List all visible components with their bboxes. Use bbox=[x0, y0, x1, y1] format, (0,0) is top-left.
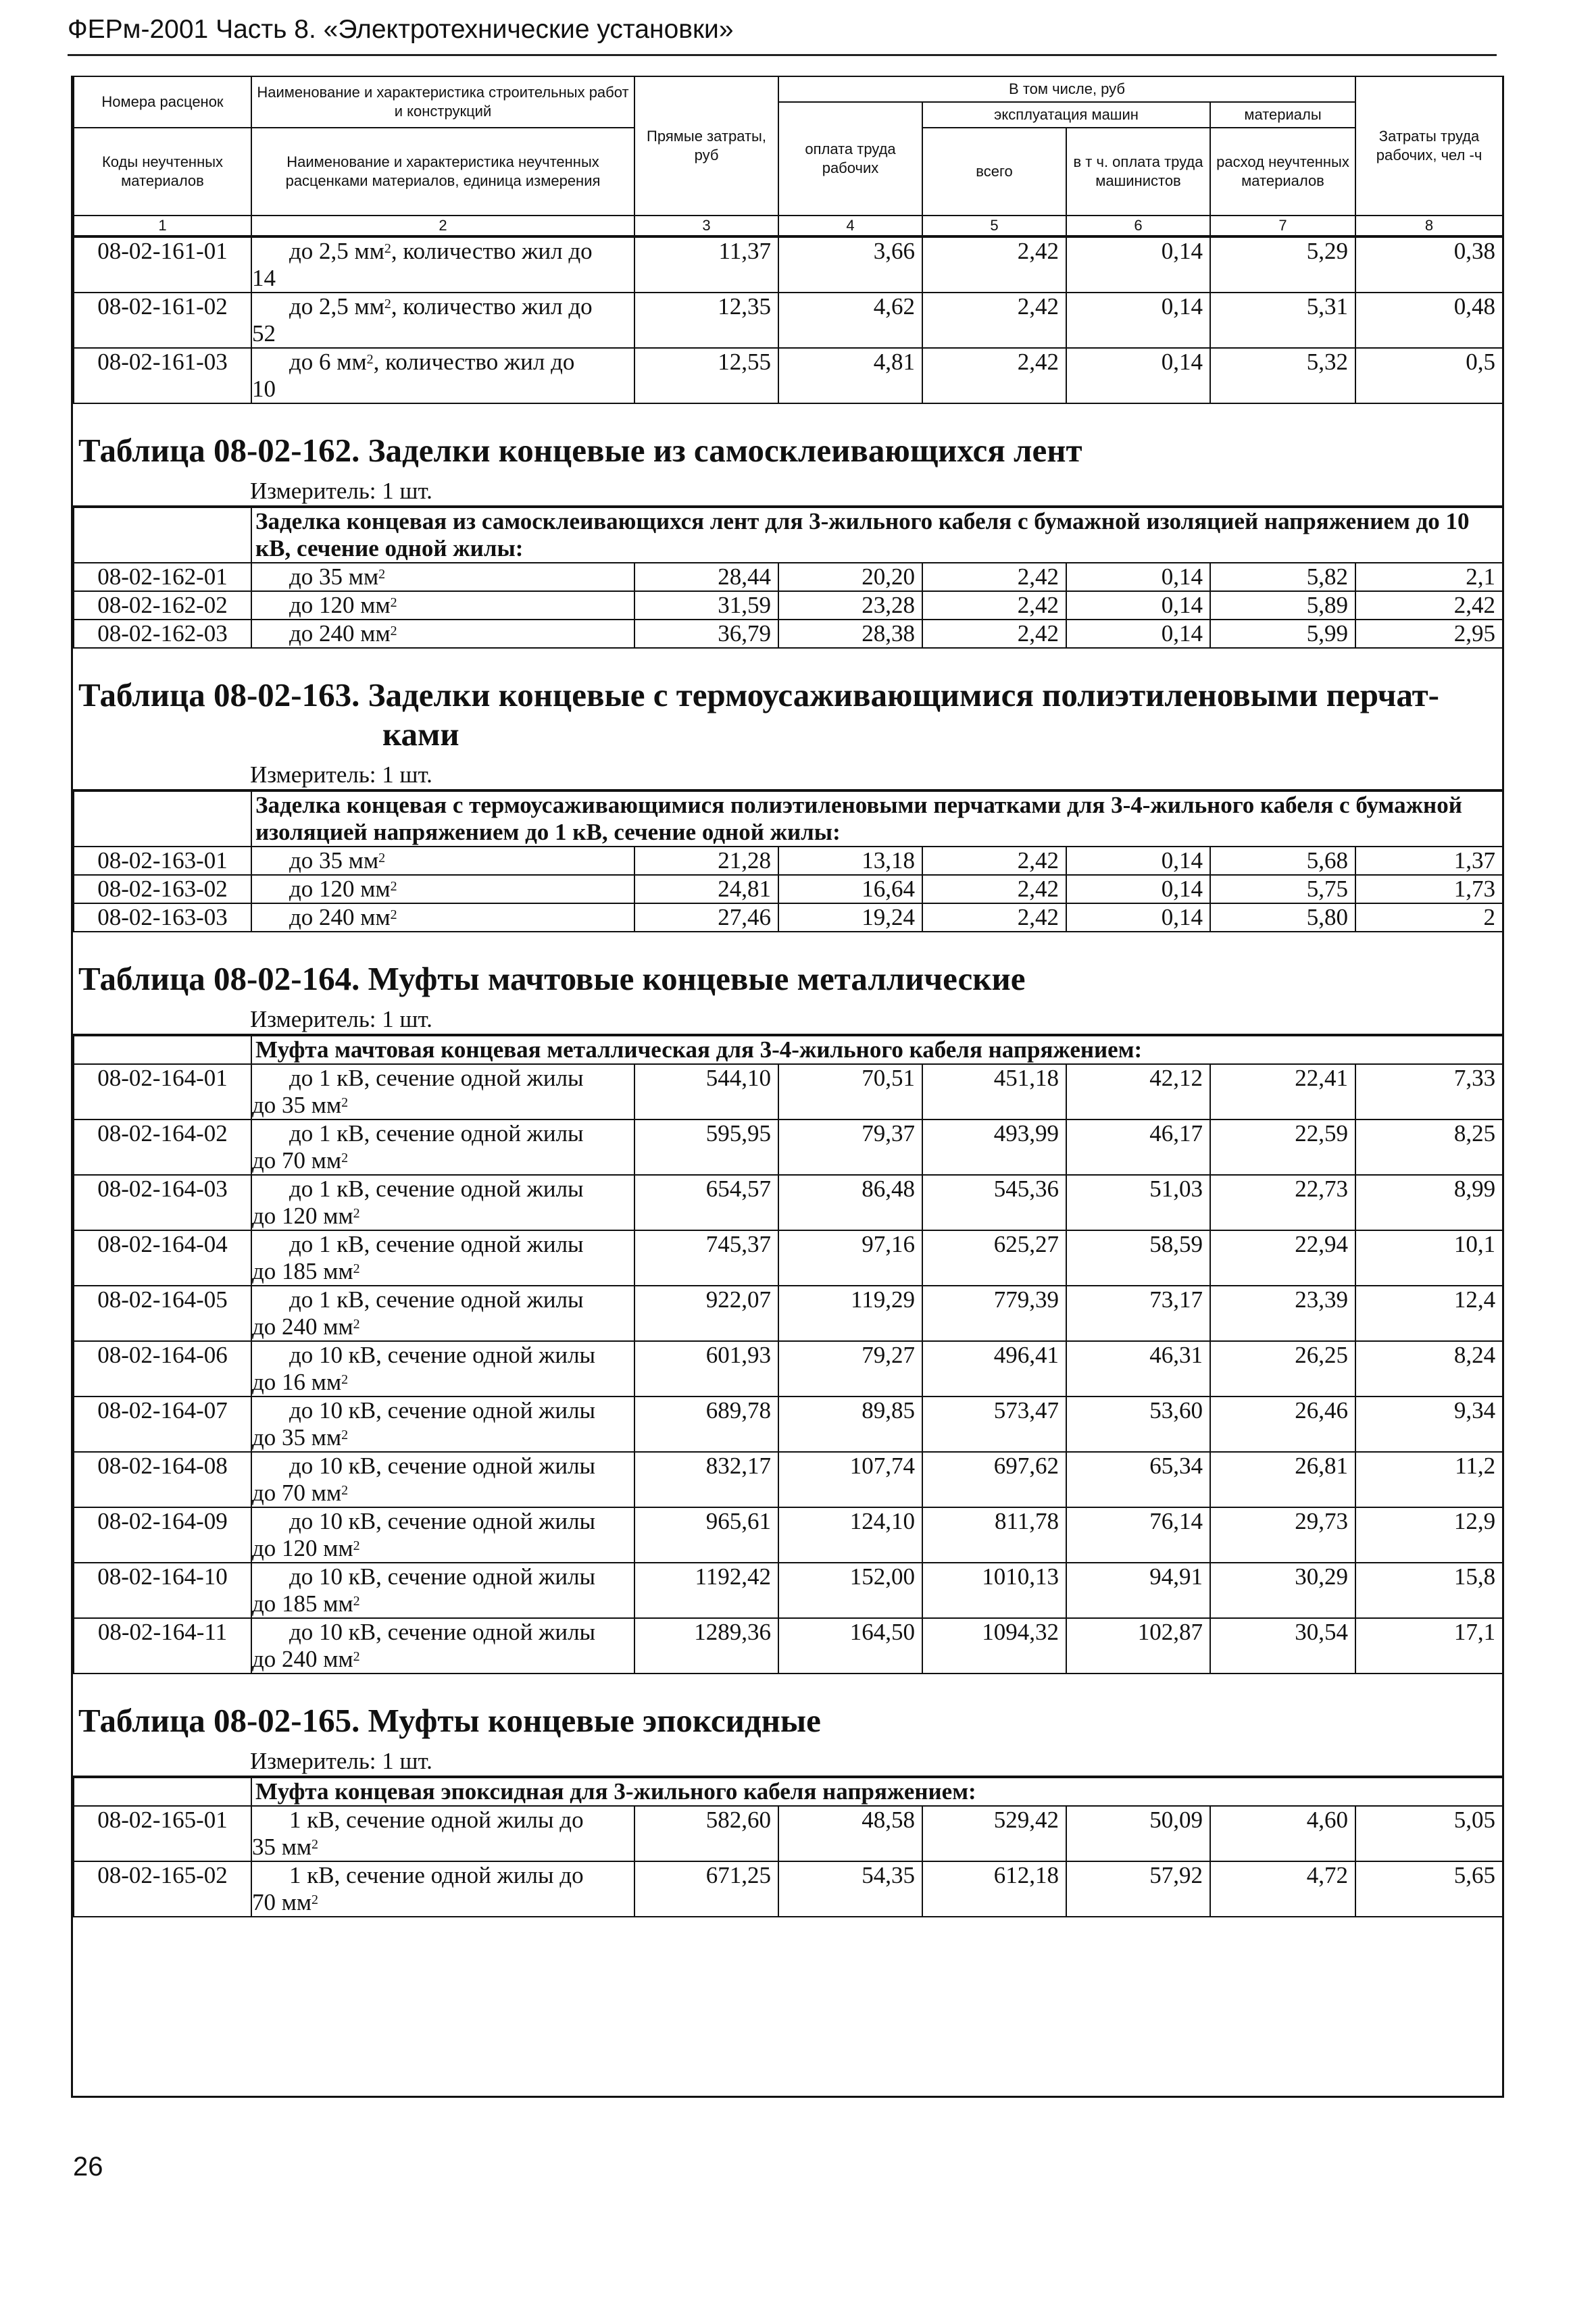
hdr-incl: В том числе, руб bbox=[778, 76, 1355, 102]
machines-total: 2,42 bbox=[922, 620, 1066, 648]
materials-cost: 4,60 bbox=[1210, 1806, 1355, 1861]
table-162 bbox=[73, 507, 1503, 649]
hdr-wage: оплата труда рабочих bbox=[778, 102, 922, 216]
direct-cost: 922,07 bbox=[634, 1286, 778, 1341]
machines-total: 496,41 bbox=[922, 1341, 1066, 1397]
materials-cost: 22,59 bbox=[1210, 1120, 1355, 1175]
colnum-3: 3 bbox=[634, 216, 778, 236]
column-header bbox=[73, 76, 1503, 236]
labor-wage: 4,62 bbox=[778, 293, 922, 348]
rate-code: 08-02-164-11 bbox=[74, 1618, 251, 1674]
table-row bbox=[74, 1397, 1503, 1452]
machines-total: 2,42 bbox=[922, 293, 1066, 348]
machines-total: 2,42 bbox=[922, 875, 1066, 903]
colnum-2: 2 bbox=[251, 216, 634, 236]
labor-wage: 3,66 bbox=[778, 237, 922, 293]
machinist-wage: 0,14 bbox=[1066, 563, 1210, 591]
machines-total: 2,42 bbox=[922, 847, 1066, 875]
machines-total: 625,27 bbox=[922, 1230, 1066, 1286]
table-164-group: Муфта мачтовая концевая металлическая для 3-4-жильного кабеля напряжением: bbox=[251, 1036, 1503, 1064]
machinist-wage: 0,14 bbox=[1066, 293, 1210, 348]
labor-wage: 79,27 bbox=[778, 1341, 922, 1397]
direct-cost: 595,95 bbox=[634, 1120, 778, 1175]
rate-code: 08-02-164-08 bbox=[74, 1452, 251, 1507]
rate-code: 08-02-164-04 bbox=[74, 1230, 251, 1286]
hdr-total: всего bbox=[922, 128, 1066, 216]
labor-wage: 70,51 bbox=[778, 1064, 922, 1120]
table-row bbox=[74, 591, 1503, 620]
machinist-wage: 0,14 bbox=[1066, 620, 1210, 648]
materials-cost: 22,94 bbox=[1210, 1230, 1355, 1286]
labor-hours: 15,8 bbox=[1355, 1563, 1503, 1618]
table-row bbox=[74, 1064, 1503, 1120]
colnum-1: 1 bbox=[74, 216, 251, 236]
table-162-title: Таблица 08-02-162. Заделки концевые из самосклеивающихся лент bbox=[78, 432, 1082, 469]
rate-code: 08-02-162-03 bbox=[74, 620, 251, 648]
running-header: ФЕРм-2001 Часть 8. «Электротехнические установки» bbox=[68, 15, 734, 44]
machines-total: 493,99 bbox=[922, 1120, 1066, 1175]
machinist-wage: 42,12 bbox=[1066, 1064, 1210, 1120]
colnum-8: 8 bbox=[1355, 216, 1503, 236]
materials-cost: 5,31 bbox=[1210, 293, 1355, 348]
work-description: до 10 кВ, сечение одной жилы до 35 $мм^2$ bbox=[251, 1397, 634, 1452]
materials-cost: 26,25 bbox=[1210, 1341, 1355, 1397]
labor-hours: 9,34 bbox=[1355, 1397, 1503, 1452]
direct-cost: 671,25 bbox=[634, 1861, 778, 1917]
materials-cost: 5,80 bbox=[1210, 903, 1355, 932]
work-description: до 1 кВ, сечение одной жилы до 120 $мм^2$ bbox=[251, 1175, 634, 1230]
labor-wage: 20,20 bbox=[778, 563, 922, 591]
machinist-wage: 50,09 bbox=[1066, 1806, 1210, 1861]
work-description: до 10 кВ, сечение одной жилы до 70 $мм^2$ bbox=[251, 1452, 634, 1507]
rate-code: 08-02-164-03 bbox=[74, 1175, 251, 1230]
direct-cost: 27,46 bbox=[634, 903, 778, 932]
table-165-title: Таблица 08-02-165. Муфты концевые эпоксидные bbox=[78, 1702, 821, 1739]
rate-code: 08-02-162-01 bbox=[74, 563, 251, 591]
machinist-wage: 51,03 bbox=[1066, 1175, 1210, 1230]
table-161 bbox=[73, 236, 1503, 404]
table-row bbox=[74, 875, 1503, 903]
table-row bbox=[74, 1618, 1503, 1674]
labor-wage: 107,74 bbox=[778, 1452, 922, 1507]
machines-total: 2,42 bbox=[922, 237, 1066, 293]
labor-hours: 7,33 bbox=[1355, 1064, 1503, 1120]
table-row bbox=[74, 1286, 1503, 1341]
table-row bbox=[74, 1120, 1503, 1175]
hdr-name-works: Наименование и характеристика строительных работ и конструкций bbox=[251, 76, 634, 128]
rate-code: 08-02-164-05 bbox=[74, 1286, 251, 1341]
labor-wage: 54,35 bbox=[778, 1861, 922, 1917]
labor-wage: 48,58 bbox=[778, 1806, 922, 1861]
work-description: до 10 кВ, сечение одной жилы до 120 $мм^2$ bbox=[251, 1507, 634, 1563]
direct-cost: 1192,42 bbox=[634, 1563, 778, 1618]
work-description: 1 кВ, сечение одной жилы до 70 $мм^2$ bbox=[251, 1861, 634, 1917]
machinist-wage: 0,14 bbox=[1066, 591, 1210, 620]
materials-cost: 5,99 bbox=[1210, 620, 1355, 648]
labor-wage: 19,24 bbox=[778, 903, 922, 932]
direct-cost: 689,78 bbox=[634, 1397, 778, 1452]
labor-wage: 79,37 bbox=[778, 1120, 922, 1175]
table-162-meter: Измеритель: 1 шт. bbox=[73, 477, 1502, 507]
machinist-wage: 73,17 bbox=[1066, 1286, 1210, 1341]
hdr-incl-wage: в т ч. оплата труда машинистов bbox=[1066, 128, 1210, 216]
labor-hours: 11,2 bbox=[1355, 1452, 1503, 1507]
machinist-wage: 46,31 bbox=[1066, 1341, 1210, 1397]
machines-total: 529,42 bbox=[922, 1806, 1066, 1861]
machines-total: 451,18 bbox=[922, 1064, 1066, 1120]
labor-wage: 13,18 bbox=[778, 847, 922, 875]
table-row bbox=[74, 563, 1503, 591]
labor-hours: 8,99 bbox=[1355, 1175, 1503, 1230]
labor-hours: 2,95 bbox=[1355, 620, 1503, 648]
labor-hours: 1,37 bbox=[1355, 847, 1503, 875]
labor-hours: 2 bbox=[1355, 903, 1503, 932]
page-frame bbox=[71, 76, 1504, 2098]
colnum-4: 4 bbox=[778, 216, 922, 236]
table-165-group: Муфта концевая эпоксидная для 3-жильного кабеля напряжением: bbox=[251, 1778, 1503, 1806]
rate-code: 08-02-163-03 bbox=[74, 903, 251, 932]
labor-hours: 0,38 bbox=[1355, 237, 1503, 293]
direct-cost: 1289,36 bbox=[634, 1618, 778, 1674]
materials-cost: 5,29 bbox=[1210, 237, 1355, 293]
direct-cost: 601,93 bbox=[634, 1341, 778, 1397]
work-description: до 1 кВ, сечение одной жилы до 35 $мм^2$ bbox=[251, 1064, 634, 1120]
table-row bbox=[74, 1507, 1503, 1563]
rate-code: 08-02-164-06 bbox=[74, 1341, 251, 1397]
rate-code: 08-02-164-09 bbox=[74, 1507, 251, 1563]
rate-code: 08-02-162-02 bbox=[74, 591, 251, 620]
labor-wage: 97,16 bbox=[778, 1230, 922, 1286]
header-rule bbox=[68, 54, 1497, 56]
table-row bbox=[74, 903, 1503, 932]
machinist-wage: 58,59 bbox=[1066, 1230, 1210, 1286]
table-row bbox=[74, 1861, 1503, 1917]
table-163-meter: Измеритель: 1 шт. bbox=[73, 761, 1502, 790]
labor-hours: 10,1 bbox=[1355, 1230, 1503, 1286]
table-163-title bbox=[73, 649, 1502, 761]
rate-code: 08-02-164-07 bbox=[74, 1397, 251, 1452]
materials-cost: 22,41 bbox=[1210, 1064, 1355, 1120]
materials-cost: 30,54 bbox=[1210, 1618, 1355, 1674]
direct-cost: 12,55 bbox=[634, 348, 778, 403]
machinist-wage: 102,87 bbox=[1066, 1618, 1210, 1674]
machinist-wage: 0,14 bbox=[1066, 903, 1210, 932]
labor-hours: 17,1 bbox=[1355, 1618, 1503, 1674]
labor-wage: 124,10 bbox=[778, 1507, 922, 1563]
machinist-wage: 46,17 bbox=[1066, 1120, 1210, 1175]
labor-hours: 5,65 bbox=[1355, 1861, 1503, 1917]
work-description: до 10 кВ, сечение одной жилы до 240 $мм^2$ bbox=[251, 1618, 634, 1674]
labor-wage: 86,48 bbox=[778, 1175, 922, 1230]
table-163 bbox=[73, 790, 1503, 932]
rate-code: 08-02-161-03 bbox=[74, 348, 251, 403]
labor-hours: 1,73 bbox=[1355, 875, 1503, 903]
machines-total: 573,47 bbox=[922, 1397, 1066, 1452]
table-164-meter: Измеритель: 1 шт. bbox=[73, 1005, 1502, 1035]
direct-cost: 965,61 bbox=[634, 1507, 778, 1563]
hdr-num-rates: Номера расценок bbox=[74, 76, 251, 128]
table-row bbox=[74, 237, 1503, 293]
table-164 bbox=[73, 1035, 1503, 1674]
hdr-machines: эксплуатация машин bbox=[922, 102, 1210, 128]
work-description: до 1 кВ, сечение одной жилы до 185 $мм^2$ bbox=[251, 1230, 634, 1286]
direct-cost: 12,35 bbox=[634, 293, 778, 348]
work-description: до 10 кВ, сечение одной жилы до 185 $мм^2$ bbox=[251, 1563, 634, 1618]
materials-cost: 5,82 bbox=[1210, 563, 1355, 591]
table-row bbox=[74, 293, 1503, 348]
machinist-wage: 0,14 bbox=[1066, 237, 1210, 293]
table-164-title: Таблица 08-02-164. Муфты мачтовые концевые металлические bbox=[78, 960, 1026, 997]
work-description: до 240 $мм^2$ bbox=[251, 620, 634, 648]
machines-total: 2,42 bbox=[922, 563, 1066, 591]
hdr-codes: Коды неучтенных материалов bbox=[74, 128, 251, 216]
work-description: до 10 кВ, сечение одной жилы до 16 $мм^2$ bbox=[251, 1341, 634, 1397]
machines-total: 811,78 bbox=[922, 1507, 1066, 1563]
labor-hours: 2,42 bbox=[1355, 591, 1503, 620]
labor-hours: 8,25 bbox=[1355, 1120, 1503, 1175]
work-description: до 2,5 $мм^2$, количество жил до 52 bbox=[251, 293, 634, 348]
direct-cost: 654,57 bbox=[634, 1175, 778, 1230]
materials-cost: 29,73 bbox=[1210, 1507, 1355, 1563]
rate-code: 08-02-164-01 bbox=[74, 1064, 251, 1120]
table-165-meter: Измеритель: 1 шт. bbox=[73, 1747, 1502, 1777]
labor-hours: 12,4 bbox=[1355, 1286, 1503, 1341]
rate-code: 08-02-163-02 bbox=[74, 875, 251, 903]
labor-hours: 0,48 bbox=[1355, 293, 1503, 348]
direct-cost: 36,79 bbox=[634, 620, 778, 648]
direct-cost: 28,44 bbox=[634, 563, 778, 591]
hdr-materials: материалы bbox=[1210, 102, 1355, 128]
materials-cost: 4,72 bbox=[1210, 1861, 1355, 1917]
work-description: до 6 $мм^2$, количество жил до 10 bbox=[251, 348, 634, 403]
table-row bbox=[74, 620, 1503, 648]
machines-total: 1010,13 bbox=[922, 1563, 1066, 1618]
materials-cost: 22,73 bbox=[1210, 1175, 1355, 1230]
labor-wage: 152,00 bbox=[778, 1563, 922, 1618]
materials-cost: 5,89 bbox=[1210, 591, 1355, 620]
machinist-wage: 57,92 bbox=[1066, 1861, 1210, 1917]
table-162-group: Заделка концевая из самосклеивающихся лент для 3-жильного кабеля с бумажной изоляцией напряжением до 10 кВ, сечение одной жилы: bbox=[251, 507, 1503, 563]
hdr-labor: Затраты труда рабочих, чел -ч bbox=[1355, 76, 1503, 216]
labor-wage: 119,29 bbox=[778, 1286, 922, 1341]
materials-cost: 5,32 bbox=[1210, 348, 1355, 403]
machines-total: 2,42 bbox=[922, 591, 1066, 620]
rate-code: 08-02-165-02 bbox=[74, 1861, 251, 1917]
labor-wage: 4,81 bbox=[778, 348, 922, 403]
table-row bbox=[74, 1563, 1503, 1618]
work-description: до 35 $мм^2$ bbox=[251, 563, 634, 591]
labor-wage: 23,28 bbox=[778, 591, 922, 620]
direct-cost: 31,59 bbox=[634, 591, 778, 620]
direct-cost: 11,37 bbox=[634, 237, 778, 293]
labor-hours: 8,24 bbox=[1355, 1341, 1503, 1397]
direct-cost: 832,17 bbox=[634, 1452, 778, 1507]
labor-wage: 28,38 bbox=[778, 620, 922, 648]
colnum-6: 6 bbox=[1066, 216, 1210, 236]
machines-total: 612,18 bbox=[922, 1861, 1066, 1917]
machines-total: 779,39 bbox=[922, 1286, 1066, 1341]
rate-code: 08-02-164-02 bbox=[74, 1120, 251, 1175]
rate-code: 08-02-164-10 bbox=[74, 1563, 251, 1618]
rate-code: 08-02-161-01 bbox=[74, 237, 251, 293]
materials-cost: 5,75 bbox=[1210, 875, 1355, 903]
labor-wage: 164,50 bbox=[778, 1618, 922, 1674]
colnum-7: 7 bbox=[1210, 216, 1355, 236]
labor-hours: 12,9 bbox=[1355, 1507, 1503, 1563]
materials-cost: 26,81 bbox=[1210, 1452, 1355, 1507]
table-row bbox=[74, 348, 1503, 403]
table-163-group: Заделка концевая с термоусаживающимися полиэтиленовыми перчатками для 3-4-жильного кабеля с бумажной изоляцией напряжением до 1 кВ, сечение одной жилы: bbox=[251, 791, 1503, 847]
rate-code: 08-02-161-02 bbox=[74, 293, 251, 348]
page-number: 26 bbox=[73, 2152, 103, 2182]
machinist-wage: 0,14 bbox=[1066, 847, 1210, 875]
machinist-wage: 53,60 bbox=[1066, 1397, 1210, 1452]
direct-cost: 21,28 bbox=[634, 847, 778, 875]
direct-cost: 544,10 bbox=[634, 1064, 778, 1120]
labor-wage: 89,85 bbox=[778, 1397, 922, 1452]
table-163-title-cont: ками bbox=[382, 715, 459, 753]
machines-total: 2,42 bbox=[922, 348, 1066, 403]
work-description: 1 кВ, сечение одной жилы до 35 $мм^2$ bbox=[251, 1806, 634, 1861]
machinist-wage: 0,14 bbox=[1066, 875, 1210, 903]
work-description: до 1 кВ, сечение одной жилы до 70 $мм^2$ bbox=[251, 1120, 634, 1175]
work-description: до 35 $мм^2$ bbox=[251, 847, 634, 875]
table-row bbox=[74, 1175, 1503, 1230]
rate-code: 08-02-163-01 bbox=[74, 847, 251, 875]
machines-total: 1094,32 bbox=[922, 1618, 1066, 1674]
direct-cost: 24,81 bbox=[634, 875, 778, 903]
direct-cost: 745,37 bbox=[634, 1230, 778, 1286]
work-description: до 2,5 $мм^2$, количество жил до 14 bbox=[251, 237, 634, 293]
materials-cost: 5,68 bbox=[1210, 847, 1355, 875]
work-description: до 240 $мм^2$ bbox=[251, 903, 634, 932]
labor-hours: 0,5 bbox=[1355, 348, 1503, 403]
machinist-wage: 65,34 bbox=[1066, 1452, 1210, 1507]
machines-total: 2,42 bbox=[922, 903, 1066, 932]
table-row bbox=[74, 1230, 1503, 1286]
table-row bbox=[74, 1341, 1503, 1397]
work-description: до 120 $мм^2$ bbox=[251, 591, 634, 620]
machinist-wage: 0,14 bbox=[1066, 348, 1210, 403]
labor-wage: 16,64 bbox=[778, 875, 922, 903]
work-description: до 1 кВ, сечение одной жилы до 240 $мм^2$ bbox=[251, 1286, 634, 1341]
hdr-name-mat: Наименование и характеристика неучтенных расценками материалов, единица измерения bbox=[251, 128, 634, 216]
rate-code: 08-02-165-01 bbox=[74, 1806, 251, 1861]
machinist-wage: 76,14 bbox=[1066, 1507, 1210, 1563]
labor-hours: 5,05 bbox=[1355, 1806, 1503, 1861]
direct-cost: 582,60 bbox=[634, 1806, 778, 1861]
work-description: до 120 $мм^2$ bbox=[251, 875, 634, 903]
colnum-5: 5 bbox=[922, 216, 1066, 236]
table-row bbox=[74, 1452, 1503, 1507]
table-163-title-text: Таблица 08-02-163. Заделки концевые с термоусаживающимися полиэтиленовыми перчат- bbox=[78, 676, 1440, 713]
hdr-mat-use: расход неучтенных материалов bbox=[1210, 128, 1355, 216]
machinist-wage: 94,91 bbox=[1066, 1563, 1210, 1618]
table-row bbox=[74, 1806, 1503, 1861]
materials-cost: 26,46 bbox=[1210, 1397, 1355, 1452]
materials-cost: 30,29 bbox=[1210, 1563, 1355, 1618]
table-row bbox=[74, 847, 1503, 875]
hdr-direct: Прямые затраты, руб bbox=[634, 76, 778, 216]
materials-cost: 23,39 bbox=[1210, 1286, 1355, 1341]
machines-total: 545,36 bbox=[922, 1175, 1066, 1230]
labor-hours: 2,1 bbox=[1355, 563, 1503, 591]
table-165 bbox=[73, 1777, 1503, 1917]
machines-total: 697,62 bbox=[922, 1452, 1066, 1507]
